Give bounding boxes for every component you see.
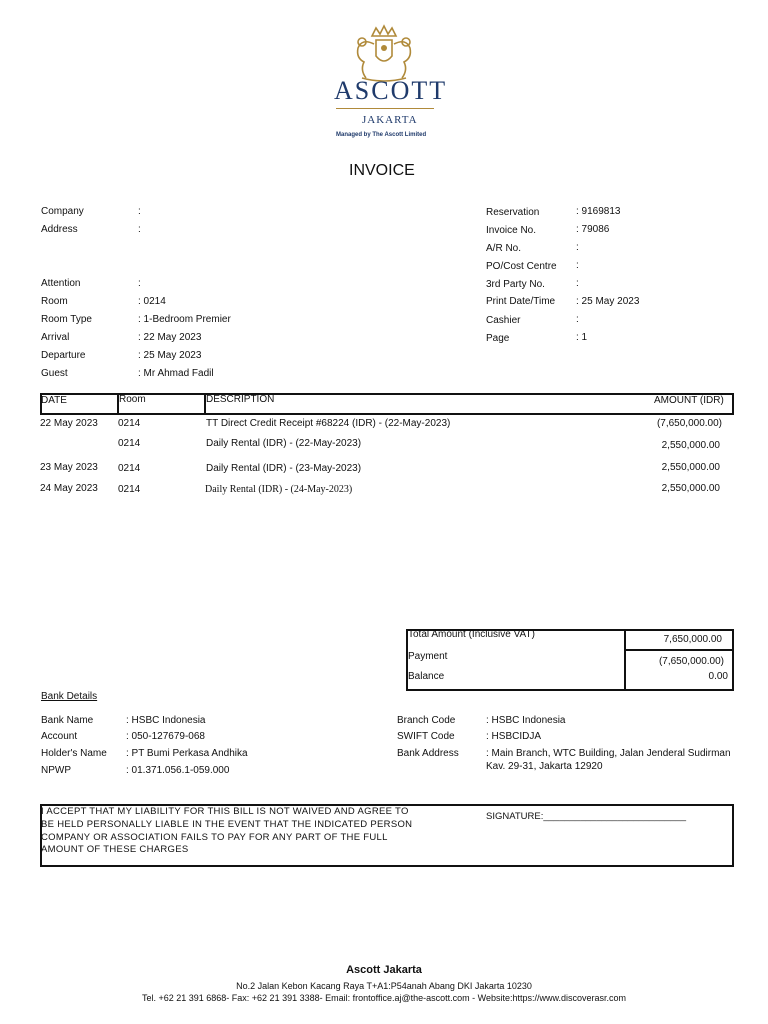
brand-name: ASCOTT: [334, 76, 448, 105]
row-date: 23 May 2023: [40, 462, 98, 473]
swift-code-label: SWIFT Code: [397, 731, 455, 742]
liability-line: I ACCEPT THAT MY LIABILITY FOR THIS BILL IS NOT WAIVED AND AGREE TO: [41, 806, 409, 817]
row-description: Daily Rental (IDR) - (22-May-2023): [206, 438, 362, 449]
swift-code-value: : HSBCIDJA: [486, 731, 542, 742]
room-type-value: : 1-Bedroom Premier: [138, 314, 231, 325]
total-label: Total Amount (Inclusive VAT): [408, 629, 535, 640]
footer-name: Ascott Jakarta: [346, 964, 422, 976]
room-value: : 0214: [138, 296, 166, 307]
row-date: 22 May 2023: [40, 418, 98, 429]
row-amount: 2,550,000.00: [661, 462, 720, 473]
liability-line: BE HELD PERSONALLY LIABLE IN THE EVENT THAT THE INDICATED PERSON: [41, 819, 413, 830]
row-room: 0214: [118, 463, 141, 474]
attention-label: Attention: [41, 278, 81, 289]
balance-value: 0.00: [708, 671, 728, 682]
po-cost-centre-value: :: [576, 260, 579, 271]
departure-value: : 25 May 2023: [138, 350, 202, 361]
crest-icon: [322, 22, 446, 84]
ar-no-value: :: [576, 242, 579, 253]
header-description: DESCRIPTION: [206, 394, 275, 405]
liability-line: COMPANY OR ASSOCIATION FAILS TO PAY FOR ANY PART OF THE FULL: [41, 832, 388, 843]
guest-label: Guest: [41, 368, 68, 379]
branch-code-label: Branch Code: [397, 715, 456, 726]
row-description: TT Direct Credit Receipt #68224 (IDR) - (22-May-2023): [206, 418, 451, 429]
row-amount: (7,650,000.00): [656, 418, 722, 429]
company-value: :: [138, 206, 141, 217]
print-date-label: Print Date/Time: [486, 296, 556, 307]
managed-by: Managed by The Ascott Limited: [336, 132, 427, 138]
row-date: 24 May 2023: [40, 483, 98, 494]
payment-value: (7,650,000.00): [658, 656, 724, 667]
reservation-value: : 9169813: [576, 206, 621, 217]
page-value: : 1: [576, 332, 588, 343]
cashier-label: Cashier: [486, 315, 521, 326]
logo-divider: [336, 108, 434, 109]
bank-address-value: : Main Branch, WTC Building, Jalan Jenderal Sudirman: [486, 748, 731, 759]
header-date: DATE: [41, 395, 67, 406]
footer-contact: Tel. +62 21 391 6868- Fax: +62 21 391 3388- Email: frontoffice.aj@the-ascott.com - Website:https://www.discoverasr.com: [141, 993, 627, 1003]
room-label: Room: [41, 296, 68, 307]
bank-address-label: Bank Address: [397, 748, 459, 759]
holder-name-label: Holder's Name: [41, 748, 107, 759]
row-description: Daily Rental (IDR) - (24-May-2023): [205, 484, 353, 495]
bank-name-value: : HSBC Indonesia: [126, 715, 206, 726]
balance-label: Balance: [408, 671, 445, 682]
holder-name-value: : PT Bumi Perkasa Andhika: [126, 748, 248, 759]
bank-address-line2: Kav. 29-31, Jakarta 12920: [486, 761, 603, 772]
total-value: 7,650,000.00: [663, 634, 722, 645]
cashier-value: :: [576, 314, 579, 325]
signature-line: SIGNATURE:___________________________: [486, 811, 687, 822]
room-type-label: Room Type: [41, 314, 92, 325]
ascott-logo: [322, 22, 446, 144]
account-label: Account: [41, 731, 78, 742]
invoice-no-label: Invoice No.: [486, 225, 537, 236]
row-amount: 2,550,000.00: [661, 440, 720, 451]
header-amount: AMOUNT (IDR): [654, 395, 724, 406]
npwp-value: : 01.371.056.1-059.000: [126, 765, 230, 776]
row-description: Daily Rental (IDR) - (23-May-2023): [206, 463, 362, 474]
row-room: 0214: [118, 438, 141, 449]
bank-name-label: Bank Name: [41, 715, 94, 726]
third-party-value: :: [576, 278, 579, 289]
address-label: Address: [41, 224, 78, 235]
ar-no-label: A/R No.: [486, 243, 522, 254]
company-label: Company: [41, 206, 84, 217]
page-label: Page: [486, 333, 510, 344]
header-room: Room: [119, 394, 146, 405]
brand-city: JAKARTA: [362, 114, 418, 126]
departure-label: Departure: [41, 350, 86, 361]
npwp-label: NPWP: [41, 765, 71, 776]
footer-address: No.2 Jalan Kebon Kacang Raya T+A1:P54anah Abang DKI Jakarta 10230: [236, 981, 532, 991]
branch-code-value: : HSBC Indonesia: [486, 715, 566, 726]
print-date-value: : 25 May 2023: [576, 296, 640, 307]
row-room: 0214: [118, 484, 141, 495]
liability-line: AMOUNT OF THESE CHARGES: [41, 844, 189, 855]
account-value: : 050-127679-068: [126, 731, 205, 742]
address-value: :: [138, 224, 141, 235]
row-room: 0214: [118, 418, 141, 429]
po-cost-centre-label: PO/Cost Centre: [486, 261, 557, 272]
payment-label: Payment: [408, 651, 448, 662]
arrival-label: Arrival: [41, 332, 70, 343]
bank-details-heading: Bank Details: [41, 691, 98, 702]
row-amount: 2,550,000.00: [661, 483, 720, 494]
reservation-label: Reservation: [486, 207, 540, 218]
arrival-value: : 22 May 2023: [138, 332, 202, 343]
invoice-title: INVOICE: [349, 162, 415, 179]
attention-value: :: [138, 278, 141, 289]
guest-value: : Mr Ahmad Fadil: [138, 368, 214, 379]
third-party-label: 3rd Party No.: [486, 279, 545, 290]
invoice-no-value: : 79086: [576, 224, 610, 235]
